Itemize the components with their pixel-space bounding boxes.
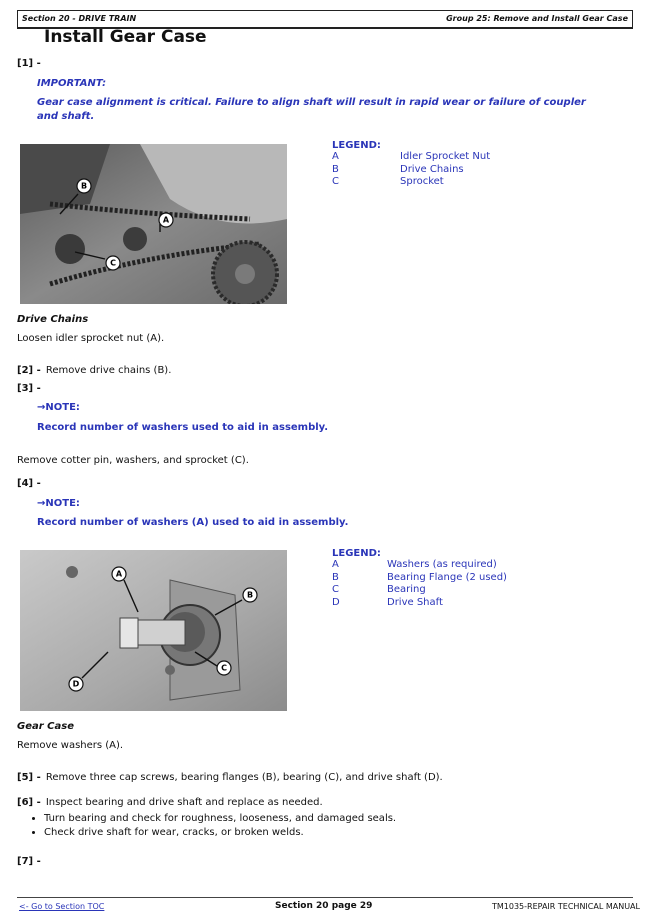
step-6-text: Inspect bearing and drive shaft and replace as needed. bbox=[45, 797, 323, 808]
step-4-number: [4] - bbox=[17, 478, 41, 489]
step-2-text: Remove drive chains (B). bbox=[45, 365, 172, 376]
list-item: • Check drive shaft for wear, cracks, or broken welds. bbox=[44, 827, 590, 838]
legend-row: B Bearing Flange (2 used) bbox=[332, 571, 507, 583]
cotter-text: Remove cotter pin, washers, and sprocket (C). bbox=[17, 455, 249, 466]
legend-row: C Bearing bbox=[332, 584, 426, 595]
legend-title: LEGEND: bbox=[332, 140, 381, 151]
legend-row: A Idler Sprocket Nut bbox=[332, 151, 491, 162]
legend-row: A Washers (as required) bbox=[332, 559, 497, 570]
svg-text:C: C bbox=[221, 663, 227, 673]
manual-name: TM1035-REPAIR TECHNICAL MANUAL bbox=[492, 902, 640, 911]
step-1-number: [1] - bbox=[17, 58, 41, 69]
drive-chains-photo bbox=[20, 144, 287, 304]
step-5-text: Remove three cap screws, bearing flanges (B), bearing (C), and drive shaft (D). bbox=[45, 772, 443, 783]
figure1-caption: Drive Chains bbox=[17, 314, 89, 325]
legend-row: C Sprocket bbox=[332, 176, 444, 187]
step-5-number: [5] - bbox=[17, 772, 41, 783]
step-6-bullets bbox=[30, 813, 590, 841]
svg-text:B: B bbox=[246, 590, 254, 600]
figure2-callouts bbox=[20, 550, 287, 711]
gear-case-photo bbox=[20, 550, 287, 711]
step-3-number: [3] - bbox=[17, 383, 41, 394]
header-section: Section 20 - DRIVE TRAIN bbox=[22, 14, 137, 23]
note-label: →NOTE: bbox=[37, 402, 80, 413]
svg-text:D: D bbox=[72, 679, 80, 689]
figure2-caption: Gear Case bbox=[17, 721, 74, 732]
figure2-legend bbox=[332, 548, 582, 609]
header-group: Group 25: Remove and Install Gear Case bbox=[446, 14, 628, 23]
loosen-text: Loosen idler sprocket nut (A). bbox=[17, 333, 165, 344]
page-title: Install Gear Case bbox=[44, 27, 207, 47]
legend-row: B Drive Chains bbox=[332, 163, 464, 175]
svg-text:A: A bbox=[162, 215, 170, 225]
figure1-callouts bbox=[20, 144, 287, 304]
washers-text: Remove washers (A). bbox=[17, 740, 124, 751]
note-text: Record number of washers used to aid in assembly. bbox=[37, 422, 329, 433]
step-5 bbox=[17, 765, 443, 784]
footer-divider bbox=[17, 897, 633, 898]
svg-text:B: B bbox=[80, 181, 88, 191]
list-item: • Turn bearing and check for roughness, looseness, and damaged seals. bbox=[44, 813, 590, 824]
important-label: IMPORTANT: bbox=[37, 78, 107, 89]
step-2-number: [2] - bbox=[17, 365, 41, 376]
svg-text:C: C bbox=[110, 258, 116, 268]
step-7-number: [7] - bbox=[17, 856, 41, 867]
page-number: Section 20 page 29 bbox=[275, 901, 373, 911]
legend-row: D Drive Shaft bbox=[332, 596, 443, 608]
svg-text:A: A bbox=[115, 569, 123, 579]
section-toc-link[interactable]: <- Go to Section TOC bbox=[19, 902, 105, 911]
step-6-number: [6] - bbox=[17, 797, 41, 808]
note-label: →NOTE: bbox=[37, 498, 80, 509]
step-6 bbox=[17, 790, 323, 809]
legend-title: LEGEND: bbox=[332, 548, 381, 559]
figure1-legend bbox=[332, 140, 582, 189]
step-2 bbox=[17, 358, 171, 377]
important-text: Gear case alignment is critical. Failure to align shaft will result in rapid wear or failure of coupler and shaft. bbox=[37, 97, 586, 122]
note-text: Record number of washers (A) used to aid in assembly. bbox=[37, 517, 349, 528]
